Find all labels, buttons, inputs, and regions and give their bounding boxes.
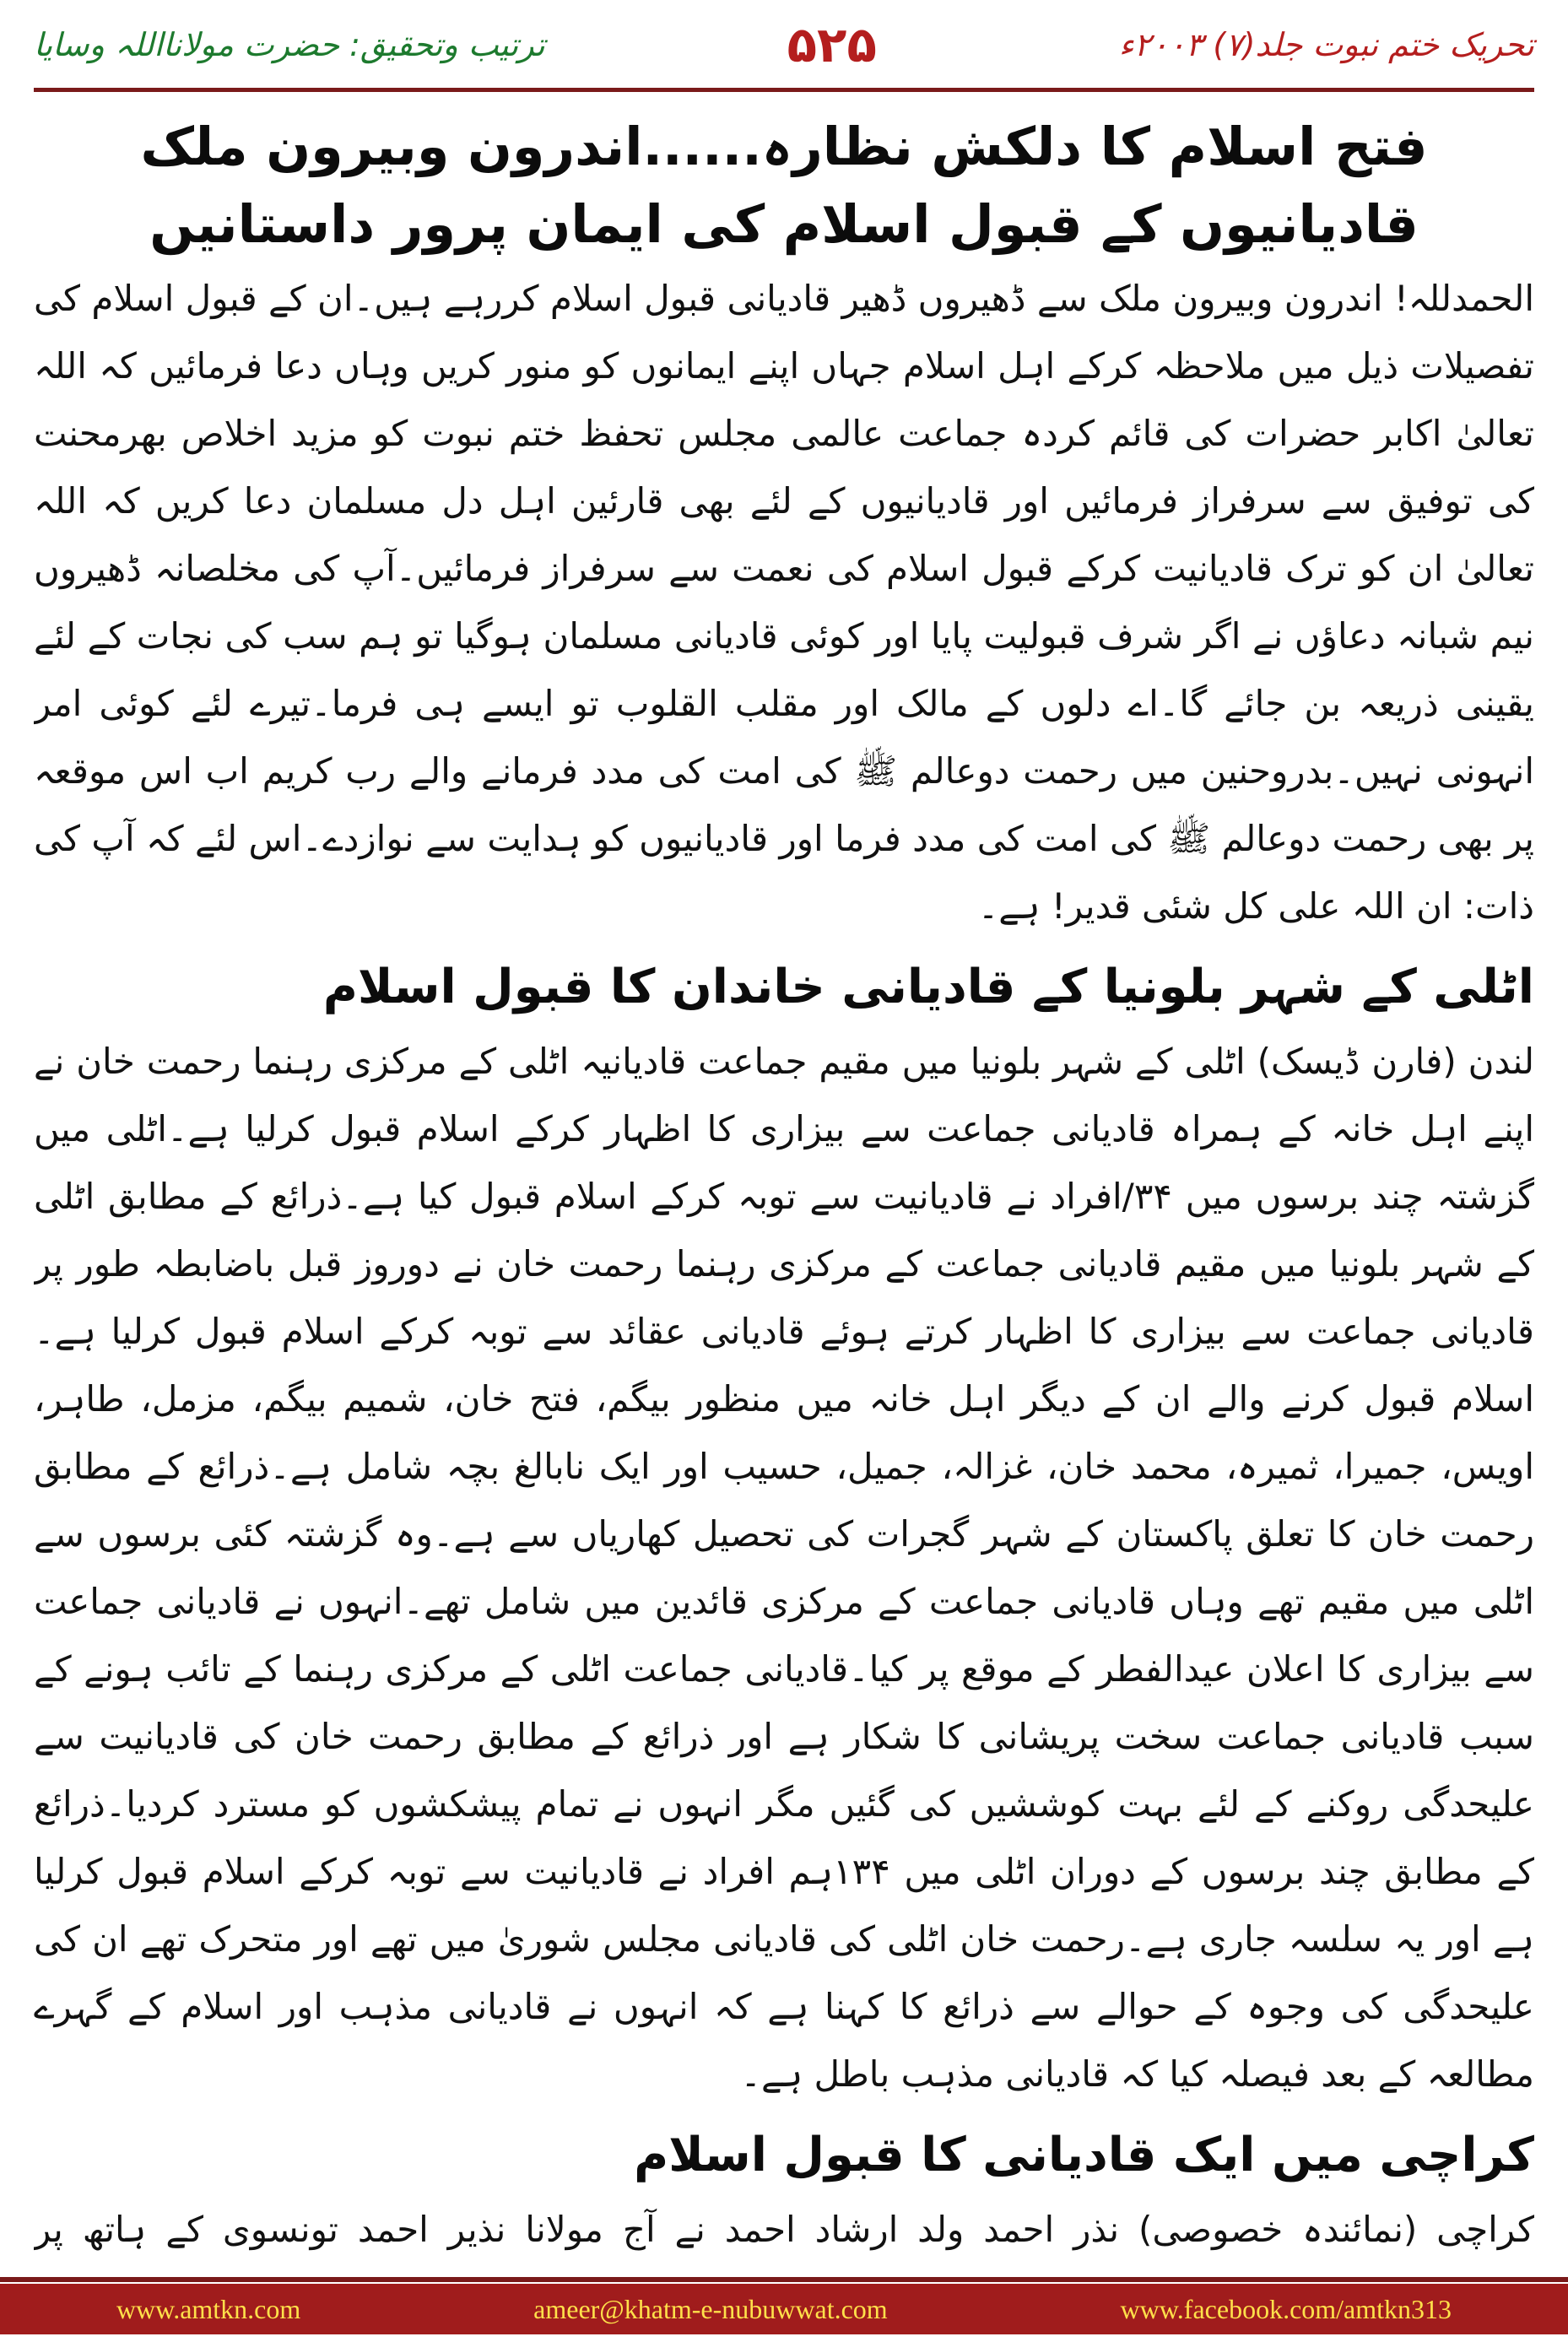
article-body-italy: لندن (فارن ڈیسک) اٹلی کے شہر بلونیا میں مقیم جماعت قادیانیہ اٹلی کے مرکزی رہنما رحمت خان نے اپنے اہل خانہ کے ہمراہ قادیانی جماعت سے بیزاری کا اظہار کرکے اسلام قبول کرلیا ہے۔اٹلی میں گزشتہ چند برسوں میں ۳۴/افراد نے قادیانیت سے توبہ کرکے اسلام قبول کیا ہے۔ذرائع کے مطابق اٹلی کے شہر بلونیا میں مقیم قادیانی جماعت کے مرکزی رہنما رحمت خان نے دوروز قبل باضابطہ طور پر قادیانی جماعت سے بیزاری کا اظہار کرتے ہوئے قادیانی عقائد سے توبہ کرکے اسلام قبول کرلیا ہے۔اسلام قبول کرنے والے ان کے دیگر اہل خانہ میں منظور بیگم، فتح خان، شمیم بیگم، مزمل، طاہر، اویس، جمیرا، ثمیرہ، محمد خان، غزالہ، جمیل، حسیب اور ایک نابالغ بچہ شامل ہے۔ذرائع کے مطابق رحمت خان کا تعلق پاکستان کے شہر گجرات کی تحصیل کھاریاں سے ہے۔وہ گزشتہ کئی برسوں سے اٹلی میں مقیم تھے وہاں قادیانی جماعت کے مرکزی قائدین میں شامل تھے۔انہوں نے قادیانی جماعت سے بیزاری کا اعلان عیدالفطر کے موقع پر کیا۔قادیانی جماعت اٹلی کے مرکزی رہنما کے تائب ہونے کے سبب قادیانی جماعت سخت پریشانی کا شکار ہے اور ذرائع کے مطابق رحمت خان کی قادیانیت سے علیحدگی روکنے کے لئے بہت کوششیں کی گئیں مگر انہوں نے تمام پیشکشوں کو مسترد کردیا۔ذرائع کے مطابق چند برسوں کے دوران اٹلی میں ۱۳۴ہم افراد نے قادیانیت سے توبہ کرکے اسلام قبول کرلیا ہے اور یہ سلسہ جاری ہے۔رحمت خان اٹلی کی قادیانی مجلس شوریٰ میں تھے اور متحرک تھے ان کی علیحدگی کی وجوہ کے حوالے سے ذرائع کا کہنا ہے کہ انہوں نے قادیانی مذہب اور اسلام کے گہرے مطالعہ کے بعد فیصلہ کیا کہ قادیانی مذہب باطل ہے۔ <box>34 1041 1534 2095</box>
article-title-italy: اٹلی کے شہر بلونیا کے قادیانی خاندان کا قبول اسلام <box>322 960 1534 1014</box>
footer-email-link[interactable]: ameer@khatm-e-nubuwwat.com <box>533 2293 888 2324</box>
article-body-karachi: کراچی (نمائندہ خصوصی) نذر احمد ولد ارشاد احمد نے آج مولانا نذیر احمد تونسوی کے ہاتھ پر <box>34 2209 1534 2250</box>
page-number: ۵۲۵ <box>787 16 877 73</box>
article-title-victory: فتح اسلام کا دلکش نظارہ......اندرون وبیرون ملک قادیانیوں کے قبول اسلام کی ایمان پرور داستانیں <box>140 116 1428 255</box>
page-header <box>34 15 1534 74</box>
book-title: تحریک ختم نبوت جلد(۷) ۲۰۰۳ء <box>1118 26 1534 63</box>
article-body-victory: الحمدللہ! اندرون وبیرون ملک سے ڈھیروں ڈھیر قادیانی قبول اسلام کررہے ہیں۔ان کے قبول اسلام کی تفصیلات ذیل میں ملاحظہ کرکے اہل اسلام جہاں اپنے ایمانوں کو منور کریں وہاں دعا فرمائیں کہ اللہ تعالیٰ اکابر حضرات کی قائم کردہ جماعت عالمی مجلس تحفظ ختم نبوت کو مزید اخلاص بھرمحنت کی توفیق سے سرفراز فرمائیں اور قادیانیوں کے لئے بھی قارئین اہل دل مسلمان دعا کریں کہ اللہ تعالیٰ ان کو ترک قادیانیت کرکے قبول اسلام کی نعمت سے سرفراز فرمائیں۔آپ کی مخلصانہ ڈھیروں نیم شبانہ دعاؤں نے اگر شرف قبولیت پایا اور کوئی قادیانی مسلمان ہوگیا تو ہم سب کی نجات کے لئے یقینی ذریعہ بن جائے گا۔اے دلوں کے مالک اور مقلب القلوب تو ایسے ہی فرما۔تیرے لئے کوئی امر انہونی نہیں۔بدروحنین میں رحمت دوعالم ﷺ کی امت کی مدد فرمانے والے رب کریم اب اس موقعہ پر بھی رحمت دوعالم ﷺ کی امت کی مدد فرما اور قادیانیوں کو ہدایت سے نوازدے۔اس لئے کہ آپ کی ذات: ان اللہ علی کل شئی قدیر! ہے۔ <box>34 278 1534 927</box>
page-footer <box>0 2284 1568 2334</box>
footer-website-link[interactable]: www.amtkn.com <box>116 2293 301 2324</box>
footer-divider <box>0 2277 1568 2282</box>
header-divider <box>34 88 1534 92</box>
article-title-karachi: کراچی میں ایک قادیانی کا قبول اسلام <box>634 2128 1534 2182</box>
page-content <box>34 100 1534 2260</box>
footer-facebook-link[interactable]: www.facebook.com/amtkn313 <box>1120 2293 1452 2324</box>
compiler-credit: ترتیب وتحقیق: حضرت مولانااللہ وسایا <box>34 26 545 63</box>
